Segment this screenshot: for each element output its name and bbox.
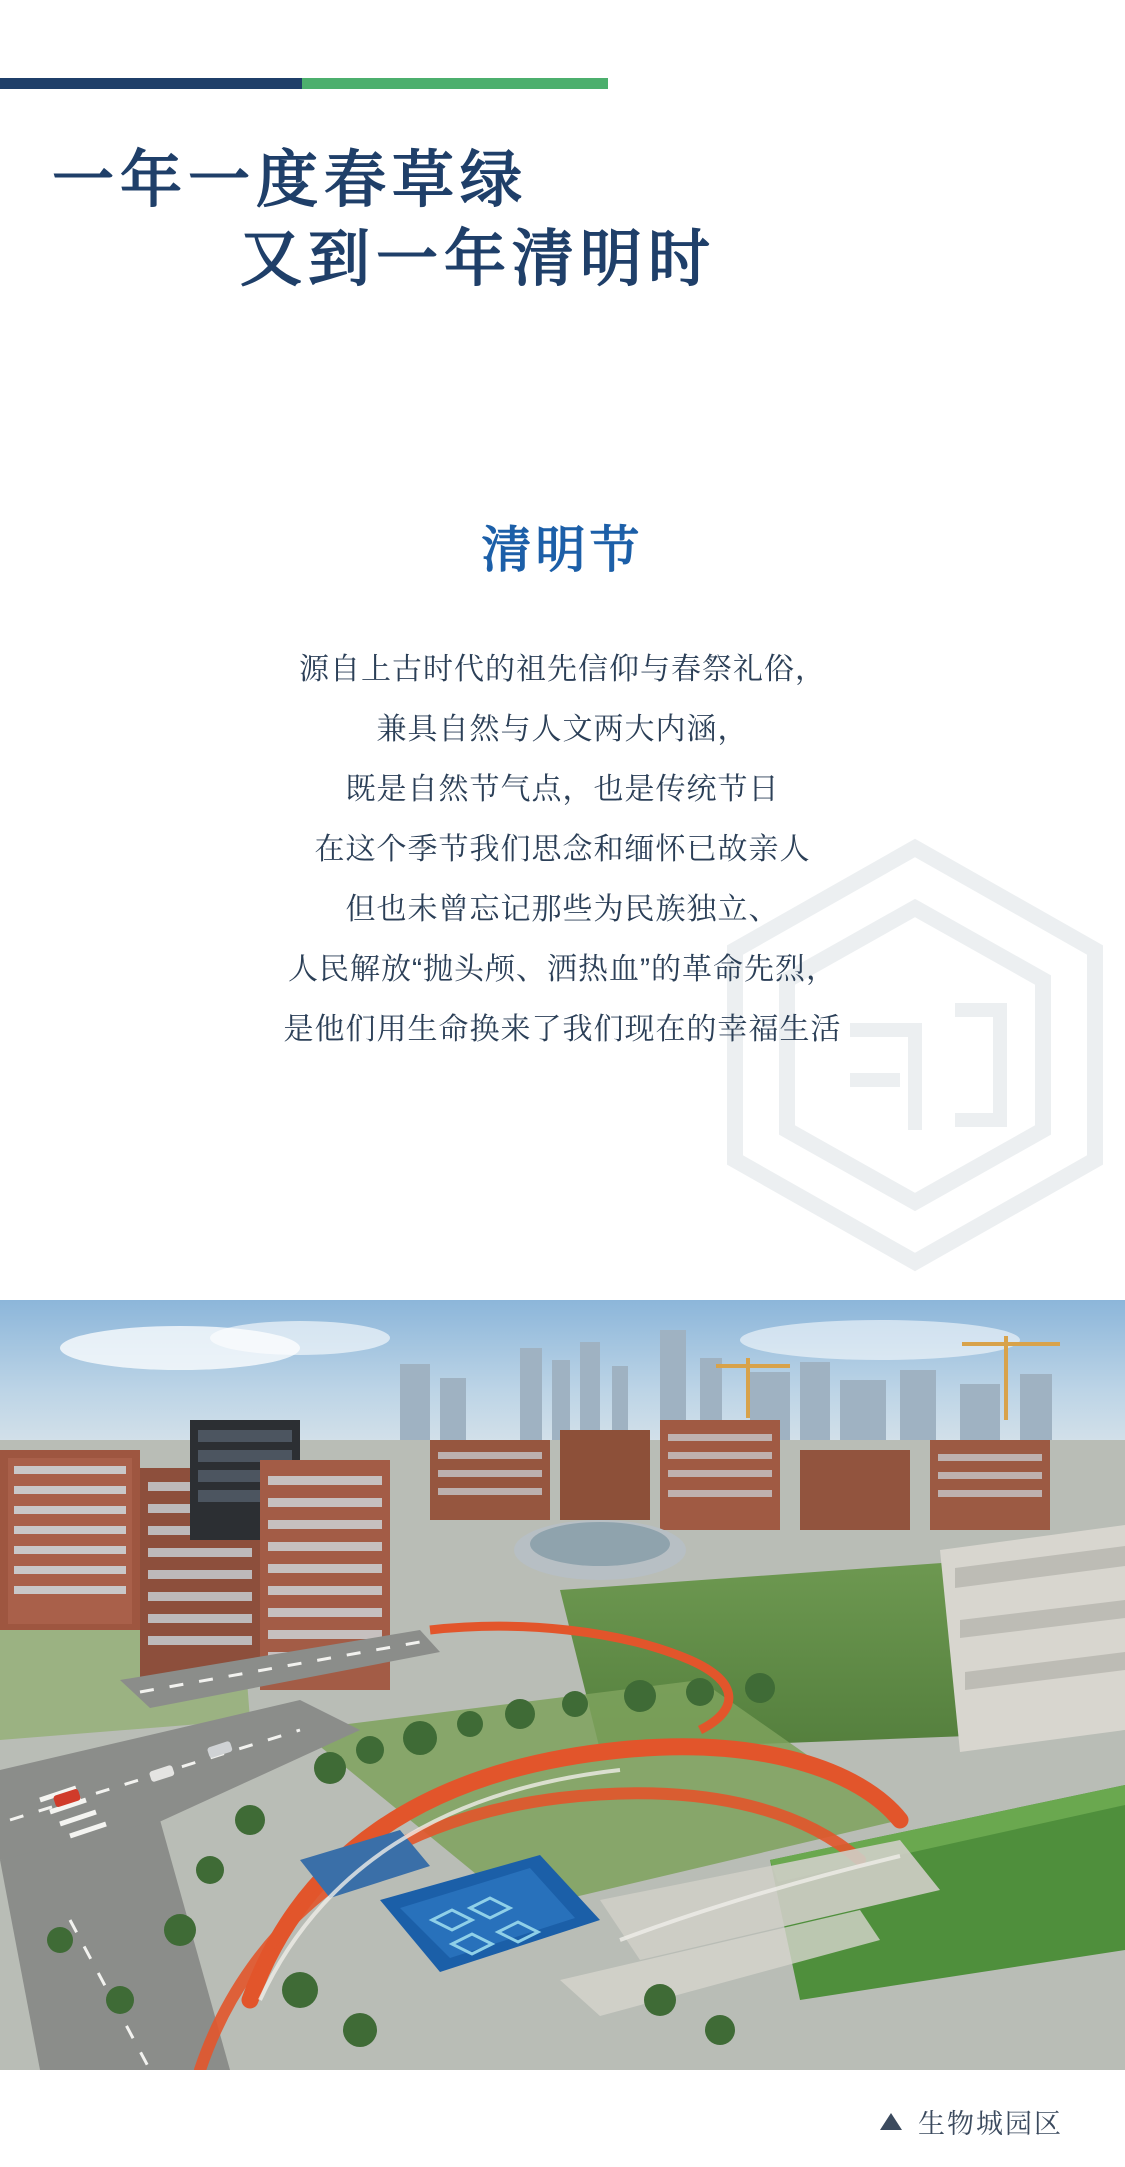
headline-line-2: 又到一年清明时 xyxy=(240,222,717,296)
body-line: 是他们用生命换来了我们现在的幸福生活 xyxy=(283,1013,842,1046)
body-line: 兼具自然与人文两大内涵， xyxy=(376,713,749,746)
section-title: 清明节 xyxy=(481,521,644,579)
top-divider-dark-segment xyxy=(0,78,302,89)
footer-caption-label: 生物城园区 xyxy=(918,2108,1063,2139)
top-divider-green-segment xyxy=(302,78,608,89)
body-line: 既是自然节气点，也是传统节日 xyxy=(345,773,780,806)
triangle-icon xyxy=(880,2113,902,2130)
body-line: 人民解放“抛头颅、洒热血”的革命先烈， xyxy=(288,953,837,986)
body-line: 但也未曾忘记那些为民族独立、 xyxy=(345,893,780,926)
aerial-campus-photo xyxy=(0,1300,1125,2070)
footer-caption-bar xyxy=(0,2075,1125,2167)
content-block xyxy=(0,510,1125,1060)
body-paragraph xyxy=(0,640,1125,1060)
headline xyxy=(0,140,1125,299)
body-line: 在这个季节我们思念和缅怀已故亲人 xyxy=(314,833,811,866)
body-line: 源自上古时代的祖先信仰与春祭礼俗， xyxy=(299,653,826,686)
top-divider-rule xyxy=(0,78,608,89)
headline-line-1: 一年一度春草绿 xyxy=(52,143,529,216)
